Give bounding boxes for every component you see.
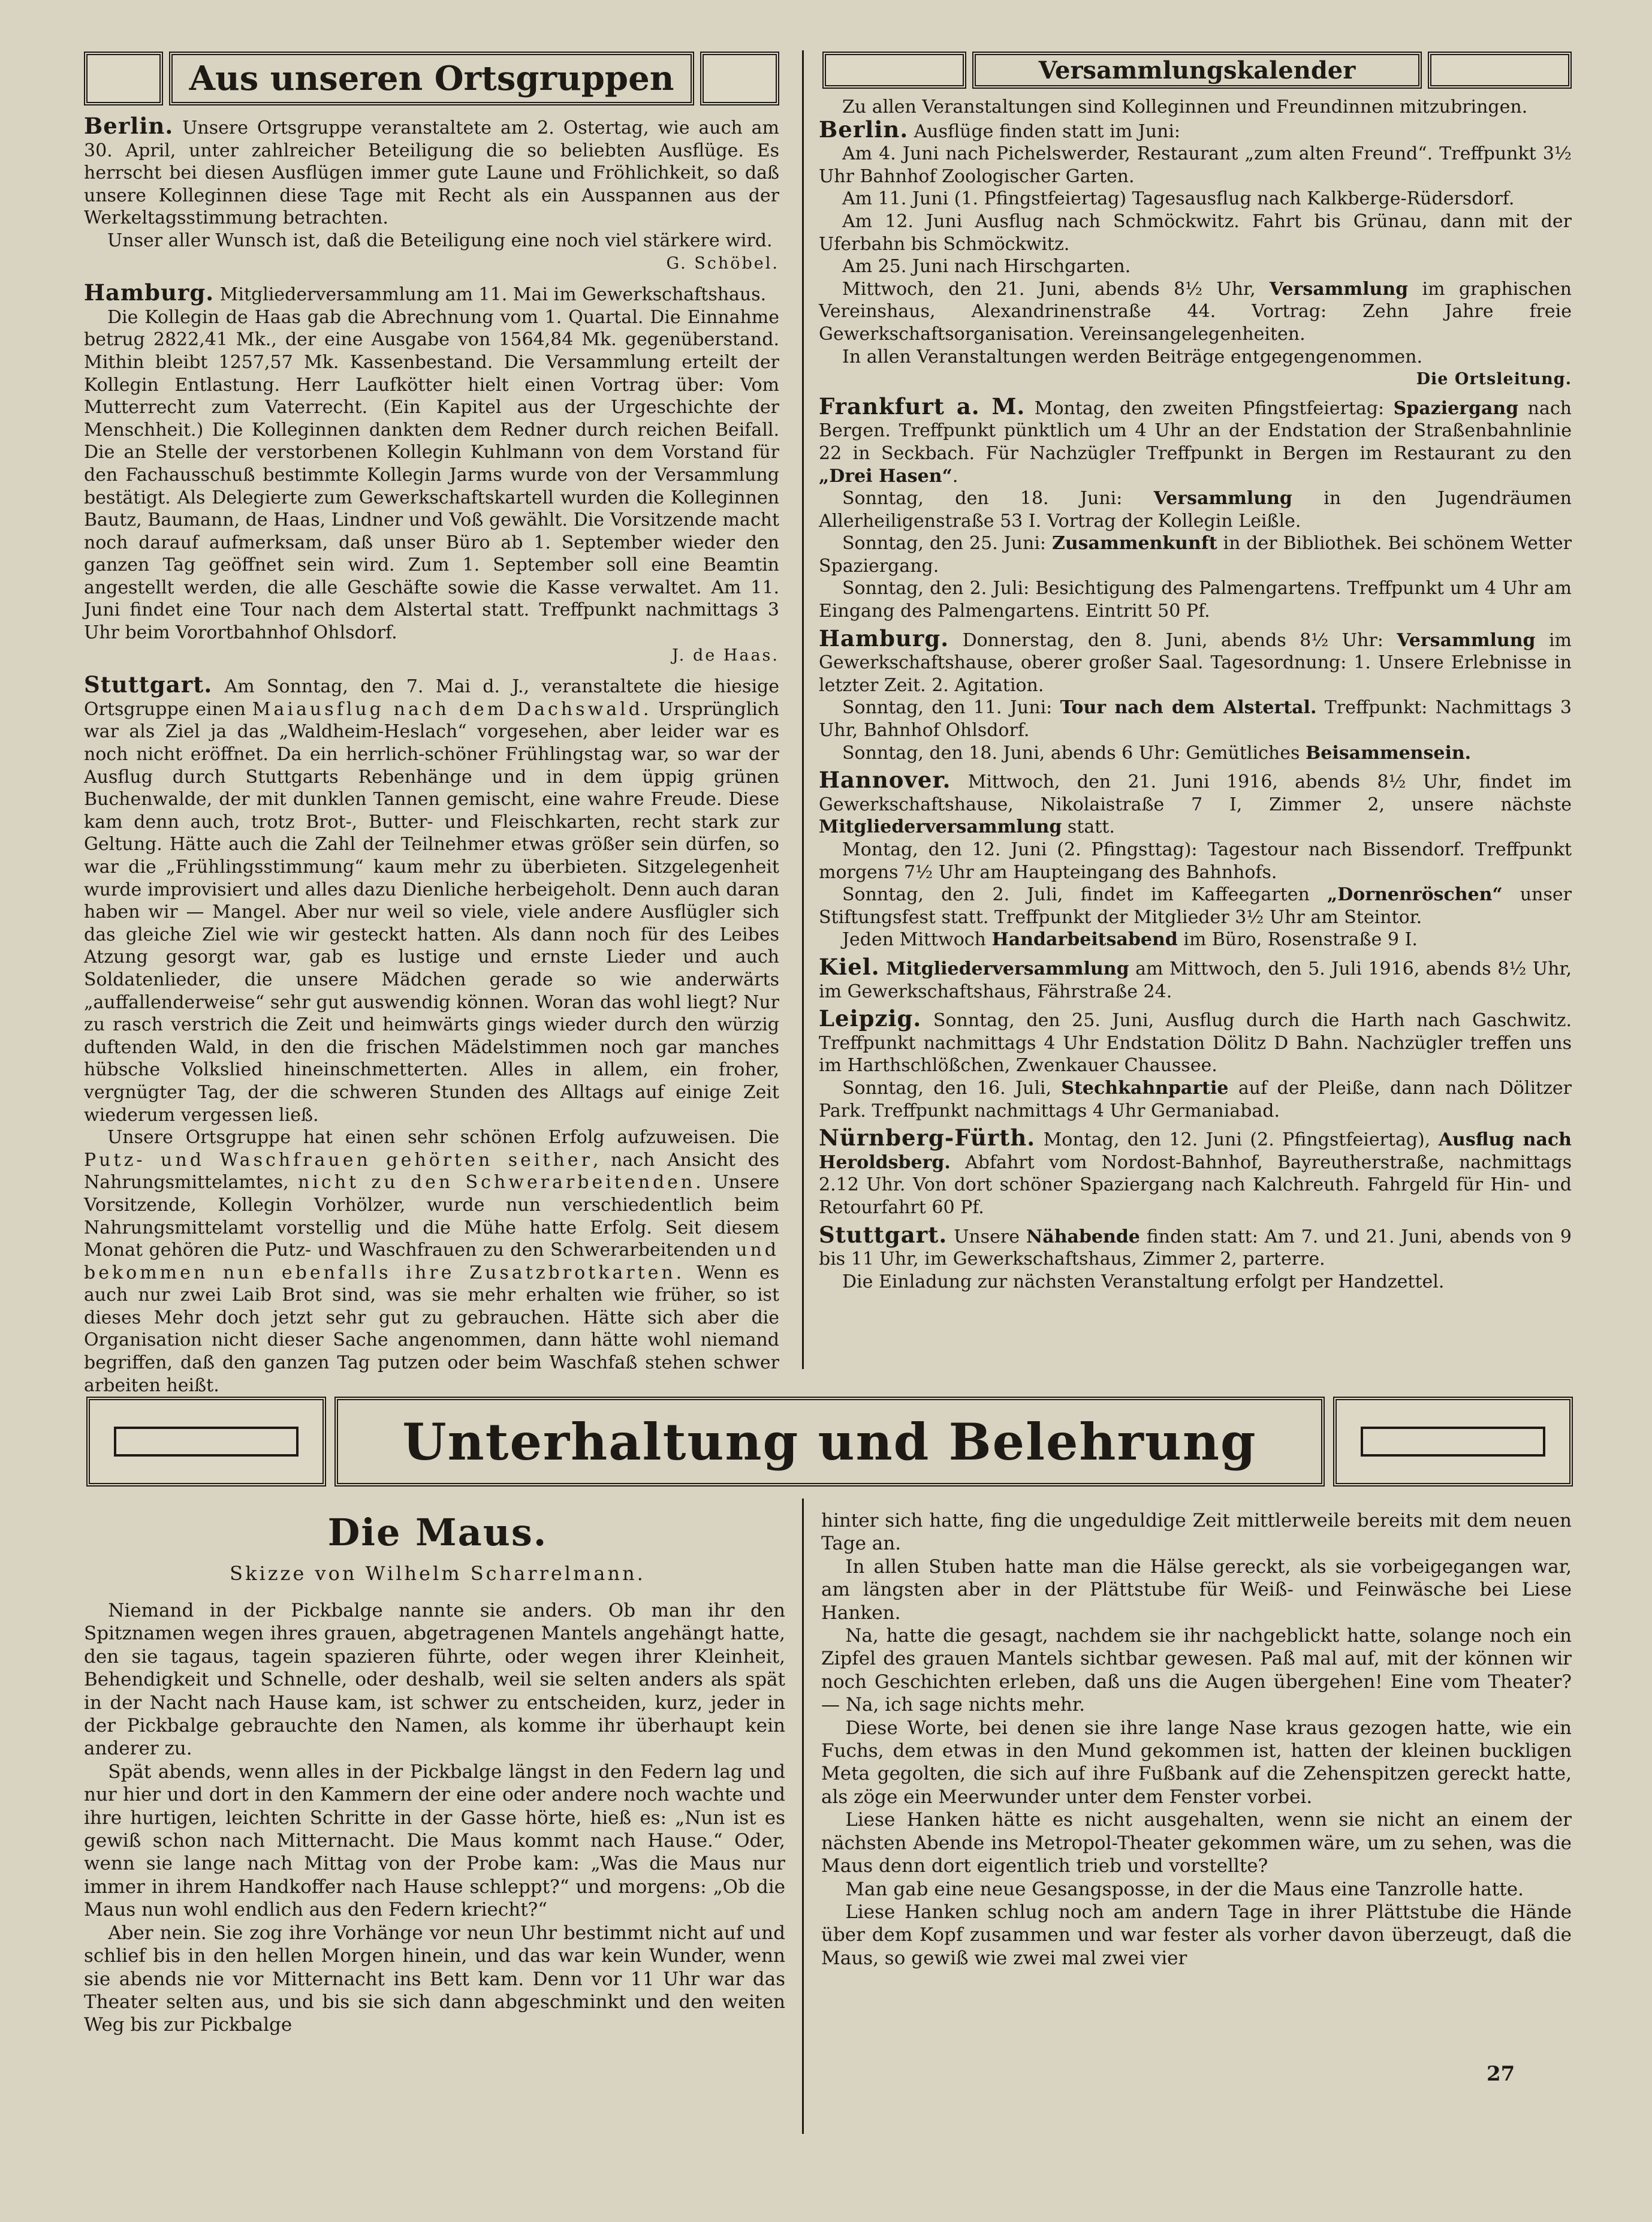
kal-city-hamburg: Hamburg. bbox=[819, 625, 949, 652]
kal-berlin-l1: Am 4. Juni nach Pichelswerder, Restaurant „zum alten Freund“. Treffpunkt 3½ Uhr Bahnhof Zoologischer Garten. bbox=[819, 143, 1572, 187]
story-left-p3: Aber nein. Sie zog ihre Vorhänge vor neun Uhr bestimmt nicht auf und schlief bis in den hellen Morgen hinein, und das war kein Wunder, wenn sie abends nie vor Mitternacht ins Bett kam. Denn vor 11 Uhr war das Theater selten aus, und bis sie sich dann abgeschminkt und den weiten Weg bis zur Pickbalge bbox=[84, 1922, 785, 2036]
story-right-p5: Liese Hanken hätte es nicht ausgehalten, wenn sie nicht an einem der nächsten Abende ins Metropol-Theater gekommen wäre, um zu sehen, was die Maus denn dort eigentlich trieb und vorstellte? bbox=[821, 1809, 1572, 1877]
kal-hamburg-l2b: Tour nach dem Alstertal. bbox=[1060, 697, 1317, 719]
stuttgart-report bbox=[84, 671, 779, 1126]
kal-hannover-l1c: statt. bbox=[1067, 816, 1115, 838]
lower-column-rule bbox=[802, 1499, 804, 2134]
kalender-intro: Zu allen Veranstaltungen sind Kolleginnen und Freundinnen mitzubringen. bbox=[842, 97, 1528, 117]
stuttgart-text-2e: Unsere Vorsitzende, Kollegin Vorhölzer, wurde nun verschiedentlich beim Nahrungsmittelamt vorstellig und die Mühe hatte Erfolg. Seit diesem Monat gehören die Putz- und Waschfrauen zu den Schwerarbeitenden bbox=[84, 1172, 779, 1261]
kal-berlin-l5b: Versammlung bbox=[1269, 278, 1409, 300]
unterhaltung-frame-right-bar bbox=[1361, 1427, 1545, 1457]
kal-stuttgart-l1b: Nähabende bbox=[1026, 1226, 1140, 1247]
kal-hannover-l3b: „Dornenröschen“ bbox=[1327, 884, 1503, 906]
kal-frankfurt: Frankfurt a. M. Montag, den zweiten Pfingstfeiertag: Spaziergang nach Bergen. Treffpunkt pünktlich um 4 Uhr an der Endstation der Straßenbahnlinie 22 in Seckbach. Für Nachzügler Treffpunkt in Bergen im Restaurant zu den „Drei Hasen“. bbox=[819, 393, 1572, 487]
kal-frankfurt-l1c: nach Bergen. Treffpunkt pünktlich um 4 Uhr an der Endstation der Straßenbahnlinie 22 in Seckbach. Für Nachzügler Treffpunkt in Bergen im Restaurant zu den bbox=[819, 397, 1572, 464]
kal-berlin-l5a: Mittwoch, den 21. Juni, abends 8½ Uhr, bbox=[842, 278, 1256, 300]
stuttgart-text-2f: und bekommen nun ebenfalls ihre Zusatzbrotkarten. bbox=[84, 1240, 779, 1283]
kal-hannover-l3 bbox=[819, 884, 1572, 928]
kal-berlin-l0: Ausflüge finden statt im Juni: bbox=[914, 120, 1181, 142]
story-right-p1: hinter sich hatte, fing die ungeduldige Zeit mittlerweile bereits mit dem neuen Tage an. bbox=[821, 1510, 1572, 1555]
kal-berlin-l6: In allen Veranstaltungen werden Beiträge entgegengenommen. bbox=[842, 346, 1423, 367]
kal-hamburg-l1b: Versammlung bbox=[1397, 629, 1536, 651]
hamburg-text: Die Kollegin de Haas gab die Abrechnung vom 1. Quartal. Die Einnahme betrug 2822,41 Mk., der eine Ausgabe von 1564,84 Mk. gegenüberstand. Mithin bleibt 1257,57 Mk. Kassenbestand. Die Versammlung erteilt der Kollegin Entlastung. Herr Laufkötter hielt einen Vortrag über: Vom Mutterrecht zum Vaterrecht. (Ein Kapitel aus der Urgeschichte der Menschheit.) Die Kolleginnen dankten dem Redner durch reichen Beifall. Die an Stelle der verstorbenen Kollegin Kuhlmann von dem Vorstand für den Fachausschuß bestimmte Kollegin Jarms wurde von der Versammlung bestätigt. Als Delegierte zum Gewerkschaftskartell wurden die Kolleginnen Bautz, Baumann, de Haas, Lindner und Voß gewählt. Die Vorsitzende macht noch darauf aufmerksam, daß unser Büro ab 1. September wieder den ganzen Tag geöffnet sein wird. Zum 1. September soll eine Beamtin angestellt werden, die alle Geschäfte sowie die Kasse verwaltet. Am 11. Juni findet eine Tour nach dem Alstertal statt. Treffpunkt nachmittags 3 Uhr beim Vorortbahnhof Ohlsdorf. bbox=[84, 306, 779, 644]
berlin-text-1: Unsere Ortsgruppe veranstaltete am 2. Ostertag, wie auch am 30. April, unter zahlreicher Beteiligung die so beliebten Ausflüge. Es herrscht bei diesen Ausflügen immer gute Laune und Fröhlichkeit, so daß unsere Kolleginnen diese Tage mit Recht als ein Ausspannen aus der Werkeltagsstimmung betrachten. bbox=[84, 117, 779, 229]
unterhaltung-frame-left-bar bbox=[114, 1427, 299, 1457]
kalender-frame-left bbox=[822, 52, 966, 89]
kal-berlin-l5 bbox=[819, 278, 1572, 346]
kal-leipzig-l2b: Stechkahnpartie bbox=[1061, 1077, 1229, 1099]
kal-hannover-l4b: Handarbeitsabend bbox=[991, 929, 1178, 951]
kal-hannover bbox=[819, 769, 1572, 839]
kal-frankfurt-l2b: Versammlung bbox=[1153, 488, 1292, 509]
kal-city-berlin: Berlin. bbox=[819, 116, 909, 143]
kalender-heading: Versammlungskalender bbox=[972, 52, 1422, 89]
kal-hamburg-l3b: Beisammensein. bbox=[1305, 742, 1472, 764]
hamburg-report bbox=[84, 279, 779, 306]
berlin-signature: G. Schöbel. bbox=[666, 254, 779, 273]
kal-kiel-l1b: am Mittwoch, den 5. Juli 1916, abends 8½ Uhr, im Gewerkschaftshaus, Fährstraße 24. bbox=[819, 958, 1572, 1002]
story-title: Die Maus. bbox=[327, 1511, 548, 1554]
kal-city-kiel: Kiel. bbox=[819, 953, 880, 980]
kal-frankfurt-l3b: Zusammenkunft bbox=[1051, 533, 1217, 554]
story-right-p6: Man gab eine neue Gesangsposse, in der die Maus eine Tanzrolle hatte. bbox=[845, 1878, 1524, 1900]
kalender-header bbox=[822, 52, 1572, 89]
kal-hannover-l4 bbox=[819, 928, 1572, 951]
page-number: 27 bbox=[1487, 2062, 1515, 2086]
kal-leipzig bbox=[819, 1005, 1572, 1077]
kal-frankfurt-l2 bbox=[819, 487, 1572, 532]
hamburg-lead: Mitgliederversammlung am 11. Mai im Gewerkschaftshaus. bbox=[219, 284, 767, 306]
column-rule bbox=[802, 50, 804, 1369]
stuttgart-text-1c: Ursprünglich war als Ziel ja das „Waldheim-Heslach“ vorgesehen, aber leider war es noch nicht eröffnet. Da ein herrlich-schöner Frühlingstag war, so war der Ausflug durch Stuttgarts Rebenhänge und in dem üppig grünen Buchenwalde, der mit dunklen Tannen gemischt, eine wahre Freude. Diese kam denn auch, trotz Brot-, Butter- und Fleischkarten, recht stark zur Geltung. Hätte auch die Zahl der Teilnehmer etwas größer sein dürfen, so war die „Frühlingsstimmung“ kaum mehr zu überbieten. Sitzgelegenheit wurde improvisiert und alles dazu Dienliche herbeigeholt. Denn auch daran haben wir — Mangel. Aber nur weil so viele, viele andere Ausflügler sich das gleiche Ziel wie wir gesteckt hatten. Als dann noch für des Leibes Atzung gesorgt war, gab es lustige und ernste Lieder und auch Soldatenlieder, die unsere Mädchen gerade so wie anderwärts „auffallenderweise“ sehr gut auswendig können. Woran das wohl liegt? Nur zu rasch verstrich die Zeit und heimwärts gings wieder durch den würzig duftenden Wald, in den die frischen Mädelstimmen noch gar manches hübsche Volkslied hineinschmetterten. Alles in allem, ein froher, vergnügter Tag, der die schweren Stunden des Alltags auf einige Zeit wiederum vergessen ließ. bbox=[84, 698, 779, 1126]
kal-city-leipzig: Leipzig. bbox=[819, 1005, 922, 1032]
kal-stuttgart bbox=[819, 1221, 1572, 1271]
kal-hannover-l1b: Mitgliederversammlung bbox=[819, 816, 1062, 838]
kal-nuernberg-l1a: Montag, den 12. Juni (2. Pfingstfeiertag), bbox=[1043, 1129, 1431, 1151]
kal-hamburg-l3 bbox=[819, 742, 1572, 765]
city-stuttgart: Stuttgart. bbox=[84, 671, 213, 698]
kal-frankfurt-l2a: Sonntag, den 18. Juni: bbox=[842, 488, 1123, 509]
header-frame-right bbox=[700, 52, 779, 105]
kal-frankfurt-l1d: „Drei Hasen“ bbox=[819, 465, 952, 487]
ortsgruppen-column bbox=[84, 115, 779, 1397]
kal-hamburg bbox=[819, 625, 1572, 697]
city-hamburg: Hamburg. bbox=[84, 279, 215, 306]
story-left-column bbox=[84, 1599, 785, 2037]
berlin-report bbox=[84, 115, 779, 230]
ortsgruppen-heading: Aus unseren Ortsgruppen bbox=[169, 52, 694, 105]
kal-nuernberg bbox=[819, 1124, 1572, 1219]
kal-kiel bbox=[819, 953, 1572, 1003]
kal-kiel-l1a: Mitgliederversammlung bbox=[886, 958, 1129, 979]
stuttgart-text-1a: Am Sonntag, den 7. Mai d. J., veranstaltete die hiesige Ortsgruppe einen bbox=[84, 676, 779, 720]
stuttgart-text-2c: , nach Ansicht des Nahrungsmittelamtes, bbox=[84, 1149, 780, 1193]
kal-hannover-l3c: unser Stiftungsfest statt. Treffpunkt der Mitglieder 3½ Uhr am Steintor. bbox=[819, 884, 1572, 928]
kal-hannover-l4c: im Büro, Rosenstraße 9 I. bbox=[1183, 929, 1418, 951]
kalender-frame-right bbox=[1428, 52, 1572, 89]
kal-hannover-l3a: Sonntag, den 2. Juli, findet im Kaffeegarten bbox=[842, 884, 1310, 906]
story-right-column bbox=[821, 1509, 1572, 1970]
kal-stuttgart-l1c: finden statt: Am 7. und 21. Juni, abends von 9 bis 11 Uhr, im Gewerkschaftshaus, Zimmer 2, parterre. bbox=[819, 1226, 1572, 1270]
kal-hamburg-l3a: Sonntag, den 18. Juni, abends 6 Uhr: Gemütliches bbox=[842, 742, 1300, 764]
kal-city-stuttgart: Stuttgart. bbox=[819, 1221, 948, 1248]
kal-nuernberg-l1b: Ausflug nach Heroldsberg. bbox=[819, 1129, 1572, 1173]
kal-frankfurt-l3c: in der Bibliothek. Bei schönem Wetter Spaziergang. bbox=[819, 533, 1572, 577]
kal-hamburg-l2a: Sonntag, den 11. Juni: bbox=[842, 697, 1053, 719]
kal-frankfurt-l1b: Spaziergang bbox=[1393, 397, 1519, 419]
kal-frankfurt-l2c: in den Jugendräumen Allerheiligenstraße 53 I. Vortrag der Kollegin Leißle. bbox=[819, 488, 1572, 532]
stuttgart-text-2d: nicht zu den Schwerarbeitenden. bbox=[298, 1172, 704, 1193]
unterhaltung-frame-left bbox=[86, 1397, 326, 1487]
kal-frankfurt-l1a: Montag, den zweiten Pfingstfeiertag: bbox=[1034, 397, 1385, 419]
kal-berlin-l4: Am 25. Juni nach Hirschgarten. bbox=[842, 256, 1131, 278]
unterhaltung-header bbox=[86, 1397, 1573, 1487]
kal-leipzig-l2a: Sonntag, den 16. Juli, bbox=[842, 1077, 1052, 1099]
kal-city-nuernberg: Nürnberg-Fürth. bbox=[819, 1124, 1036, 1151]
kal-frankfurt-l3a: Sonntag, den 25. Juni: bbox=[842, 533, 1047, 554]
kal-city-hannover: Hannover. bbox=[819, 767, 951, 794]
stuttgart-text-2b: Putz- und Waschfrauen gehörten seither bbox=[84, 1149, 593, 1171]
story-left-p1: Niemand in der Pickbalge nannte sie anders. Ob man ihr den Spitznamen wegen ihres grauen, abgetragenen Mantels angehängt hatte, den sie tagaus, tagein spazieren führte, oder wegen ihrer Kleinheit, Behendigkeit und Schnelle, oder deshalb, weil sie selten anders als spät in der Nacht nach Hause kam, ist schwer zu entscheiden, kurz, jeder in der Pickbalge gebrauchte den Namen, als komme ihr überhaupt kein anderer zu. bbox=[84, 1600, 785, 1760]
kal-hannover-l4a: Jeden Mittwoch bbox=[842, 929, 986, 951]
kal-leipzig-l2 bbox=[819, 1077, 1572, 1122]
kal-berlin-l5c: im graphischen Vereinshaus, Alexandrinenstraße 44. Vortrag: Zehn Jahre freie Gewerkschaftsorganisation. Vereinsangelegenheiten. bbox=[819, 278, 1572, 345]
kal-hamburg-l1c: im Gewerkschaftshause, oberer großer Saal. Tagesordnung: 1. Unsere Erlebnisse in letzter Zeit. 2. Agitation. bbox=[819, 629, 1572, 696]
stuttgart-text-1b: Maiausflug nach dem Dachswald. bbox=[252, 698, 652, 720]
kal-berlin bbox=[819, 116, 1572, 143]
kal-hamburg-l2 bbox=[819, 697, 1572, 741]
kal-frankfurt-l4: Sonntag, den 2. Juli: Besichtigung des Palmengartens. Treffpunkt um 4 Uhr am Eingang des Palmengartens. Eintritt 50 Pf. bbox=[819, 578, 1572, 622]
stuttgart-report-2 bbox=[84, 1126, 779, 1397]
story-right-p4: Diese Worte, bei denen sie ihre lange Nase kraus gezogen hatte, wie ein Fuchs, dem etwas in den Mund gekommen ist, hatten der kleinen buckligen Meta gegolten, die sich auf ihre Fußbank auf die Zehenspitzen gereckt hatte, als zöge ein Meerwunder unter dem Fenster vorbei. bbox=[821, 1717, 1572, 1808]
story-right-p2: In allen Stuben hatte man die Hälse gereckt, als sie vorbeigegangen war, am längsten aber in der Plättstube für Weiß- und Feinwäsche bei Liese Hanken. bbox=[821, 1555, 1572, 1624]
kal-hamburg-l2c: Treffpunkt: Nachmittags 3 Uhr, Bahnhof Ohlsdorf. bbox=[819, 697, 1572, 741]
kal-hannover-l2: Montag, den 12. Juni (2. Pfingsttag): Tagestour nach Bissendorf. Treffpunkt morgens 7½ Uhr am Haupteingang des Bahnhofs. bbox=[819, 839, 1572, 883]
story-right-p3: Na, hatte die gesagt, nachdem sie ihr nachgeblickt hatte, solange noch ein Zipfel des grauen Mantels sichtbar gewesen. Paß mal auf, mit der können wir noch Geschichten erleben, daß uns die Augen übergehen! Eine vom Theater? — Na, ich sage nichts mehr. bbox=[821, 1625, 1572, 1716]
kal-nuernberg-l1c: Abfahrt vom Nordost-Bahnhof, Bayreutherstraße, nachmittags 2.12 Uhr. Von dort schöner Spaziergang nach Kalchreuth. Fahrgeld für Hin- und Retourfahrt 60 Pf. bbox=[819, 1151, 1572, 1218]
hamburg-signature: J. de Haas. bbox=[672, 646, 779, 665]
kal-city-frankfurt: Frankfurt a. M. bbox=[819, 393, 1026, 420]
unterhaltung-heading: Unterhaltung und Belehrung bbox=[334, 1397, 1325, 1487]
kal-hannover-l1a: Mittwoch, den 21. Juni 1916, abends 8½ Uhr, findet im Gewerkschaftshause, Nikolaistraße 7 I, Zimmer 2, unsere nächste bbox=[819, 771, 1572, 815]
kal-stuttgart-l2: Die Einladung zur nächsten Veranstaltung erfolgt per Handzettel. bbox=[842, 1271, 1445, 1292]
kal-berlin-l2: Am 11. Juni (1. Pfingstfeiertag) Tagesausflug nach Kalkberge-Rüdersdorf. bbox=[842, 188, 1515, 210]
city-berlin: Berlin. bbox=[84, 113, 174, 139]
kal-berlin-l3: Am 12. Juni Ausflug nach Schmöckwitz. Fahrt bis Grünau, dann mit der Uferbahn bis Schmöckwitz. bbox=[819, 210, 1572, 255]
berlin-text-2: Unser aller Wunsch ist, daß die Beteiligung eine noch viel stärkere wird. bbox=[107, 230, 773, 251]
stuttgart-text-2g: Wenn es auch nur zwei Laib Brot sind, was sie mehr erhalten wie früher, so ist dieses Mehr doch jetzt sehr gut zu gebrauchen. Hätte sich aber die Organisation nicht dieser Sache angenommen, dann hätte wohl niemand begriffen, daß den ganzen Tag putzen oder beim Waschfaß stehen schwer arbeiten heißt. bbox=[84, 1262, 779, 1396]
story-left-p2: Spät abends, wenn alles in der Pickbalge längst in den Federn lag und nur hier und dort in den Kammern der eine oder andere noch wachte und ihre hurtigen, leichten Schritte in der Gasse hörte, hieß es: „Nun ist es gewiß schon nach Mitternacht. Die Maus kommt nach Hause.“ Oder, wenn sie lange nach Mittag von der Probe kam: „Was die Maus nur immer in ihrem Handkoffer nach Hause schleppt?“ und morgens: „Ob die Maus nun wohl endlich aus den Federn kriecht?“ bbox=[84, 1760, 785, 1921]
header-frame-left bbox=[84, 52, 163, 105]
kal-leipzig-l1: Sonntag, den 25. Juni, Ausflug durch die Harth nach Gaschwitz. Treffpunkt nachmittags 4 Uhr Endstation Dölitz D Bahn. Nachzügler treffen uns im Harthschlößchen, Zwenkauer Chaussee. bbox=[819, 1010, 1572, 1077]
story-right-p7: Liese Hanken schlug noch am andern Tage in ihrer Plättstube die Hände über dem Kopf zusammen und war fester als vorher davon überzeugt, daß die Maus, so gewiß wie zwei mal zwei vier bbox=[821, 1901, 1572, 1969]
story-subtitle: Skizze von Wilhelm Scharrelmann. bbox=[230, 1562, 646, 1585]
kal-hamburg-l1a: Donnerstag, den 8. Juni, abends 8½ Uhr: bbox=[962, 629, 1383, 651]
ortsgruppen-header bbox=[84, 52, 779, 105]
stuttgart-text-2a: Unsere Ortsgruppe hat einen sehr schönen Erfolg aufzuweisen. Die bbox=[107, 1127, 779, 1148]
unterhaltung-frame-right bbox=[1333, 1397, 1573, 1487]
kalender-column bbox=[819, 96, 1572, 1293]
kal-stuttgart-l1a: Unsere bbox=[954, 1226, 1020, 1247]
kal-berlin-signature: Die Ortsleitung. bbox=[1416, 370, 1572, 389]
kal-frankfurt-l3 bbox=[819, 532, 1572, 577]
kal-leipzig-l2c: auf der Pleiße, dann nach Dölitzer Park. Treffpunkt nachmittags 4 Uhr Germaniabad. bbox=[819, 1077, 1572, 1121]
